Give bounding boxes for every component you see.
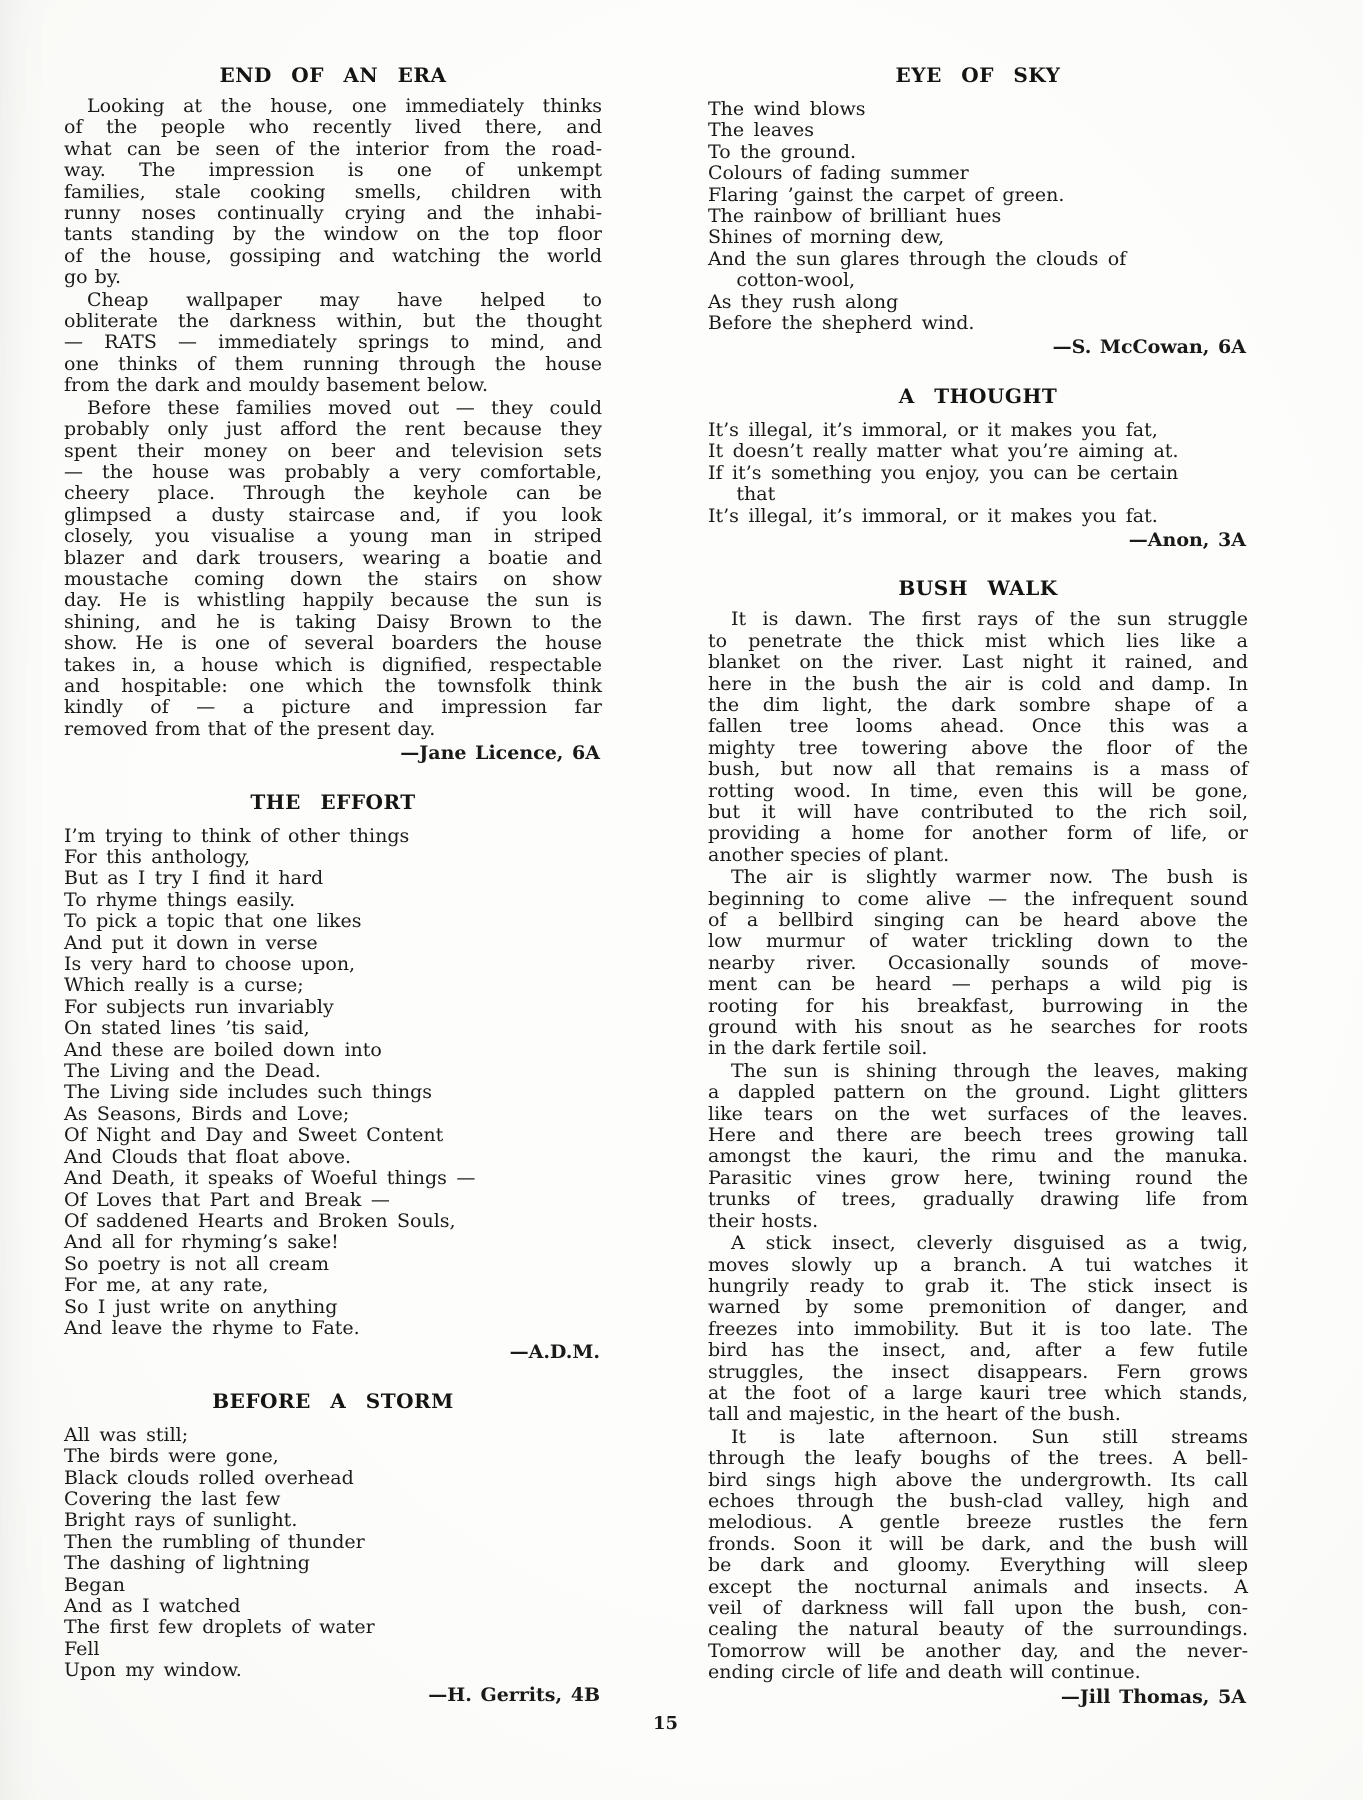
prose-line: of a bellbird singing can be heard above the [708,909,1248,931]
prose-line: tants standing by the window on the top floor [64,223,602,246]
prose-line: families, stale cooking smells, children with [64,180,602,203]
poem-line: To pick a topic that one likes [64,910,362,933]
prose-line: through the leafy boughs of the trees. A bell- [708,1447,1248,1470]
prose-line: Before these families moved out — they could [87,396,602,419]
prose-line: glimpsed a dusty staircase and, if you look [64,503,602,526]
prose-line: nearby river. Occasionally sounds of move- [708,951,1248,974]
prose-line: moustache coming down the stairs on show [64,567,602,590]
prose-line: freezes into immobility. But it is too late. The [708,1317,1248,1340]
prose-line: blanket on the river. Last night it rained, and [708,651,1248,674]
prose-line: blazer and dark trousers, wearing a boatie and [64,546,602,569]
poem-line: The Living side includes such things [64,1081,432,1104]
poem-line: The leaves [708,119,814,142]
prose-line: of the people who recently lived there, and [64,116,602,139]
poem-line: On stated lines ’tis said, [64,1017,310,1040]
poem-line: The rainbow of brilliant hues [708,205,1002,228]
stanza [64,826,602,1340]
poem-line: Bright rays of sunlight. [64,1509,298,1532]
poem-line: It’s illegal, it’s immoral, or it makes you fat, [708,418,1158,441]
poem-line: Black clouds rolled overhead [64,1466,354,1489]
poem-line: And put it down in verse [64,931,318,954]
prose-line: spent their money on beer and television sets [64,439,602,462]
prose-line: It is late afternoon. Sun still streams [731,1425,1248,1448]
paragraph [708,1427,1248,1684]
poem-line: Flaring ’gainst the carpet of green. [708,183,1065,206]
poem-line: Began [64,1573,125,1596]
section-title: THE EFFORT [250,789,416,814]
stanza [708,420,1248,527]
prose-line: trunks of trees, gradually drawing life from [708,1188,1248,1211]
prose-line: moves slowly up a branch. A tui watches it [708,1253,1248,1276]
poem-line: For subjects run invariably [64,995,334,1018]
section-title: BUSH WALK [898,576,1058,601]
prose-line: Looking at the house, one immediately thinks [87,95,602,117]
poem-line: It doesn’t really matter what you’re aiming at. [708,440,1179,463]
section-title: A THOUGHT [898,383,1058,408]
poem-line: Shines of morning dew, [708,226,945,249]
prose-line: ground with his snout as he searches for roots [708,1016,1248,1039]
page-number: 15 [652,1713,679,1734]
poem-line: The birds were gone, [64,1445,279,1468]
prose-line: shining, and he is taking Daisy Brown to the [64,610,602,633]
poem-line: So poetry is not all cream [64,1252,329,1275]
prose-line: one thinks of them running through the house [64,352,602,375]
poem-line: As they rush along [708,290,899,313]
prose-line: veil of darkness will fall upon the bush, con- [708,1597,1248,1619]
prose-line: kindly of — a picture and impression far [64,696,602,719]
poem-line: For this anthology, [64,846,251,868]
prose-line: cheery place. Through the keyhole can be [64,482,602,505]
prose-line: amongst the kauri, the rimu and the manuka. [708,1145,1248,1168]
poem-line: As Seasons, Birds and Love; [64,1102,350,1125]
prose-line: low murmur of water trickling down to the [708,930,1248,953]
poem-line: Before the shepherd wind. [708,312,975,335]
prose-line: tall and majestic, in the heart of the bush. [708,1403,1121,1426]
section-title: BEFORE A STORM [212,1388,454,1413]
poem-line: And these are boiled down into [64,1038,382,1061]
prose-line: Parasitic vines grow here, twining round the [708,1166,1248,1189]
prose-line: probably only just afford the rent because they [64,418,602,441]
poem-line: Then the rumbling of thunder [64,1530,365,1553]
prose-line: go by. [64,266,122,289]
section-bush-walk [708,577,1248,1708]
prose-line: except the nocturnal animals and insects. A [708,1575,1248,1598]
prose-line: to penetrate the thick mist which lies like a [708,629,1248,652]
prose-line: It is dawn. The first rays of the sun struggle [731,608,1248,631]
poem-line: Of Loves that Part and Break — [64,1188,390,1211]
section-title: END OF AN ERA [219,63,447,87]
prose-line: of the house, gossiping and watching the world [64,244,602,267]
poem-line: To the ground. [708,140,857,163]
poem-line: Covering the last few [64,1487,281,1510]
paragraph [708,1233,1248,1426]
section-before-a-storm [64,1390,602,1706]
poem-line: And the sun glares through the clouds of [708,247,1127,270]
poem-line: For me, at any rate, [64,1274,269,1297]
poem-line: And all for rhyming’s sake! [64,1231,339,1254]
prose-line: be dark and gloomy. Everything will sleep [708,1554,1248,1577]
prose-line: like tears on the wet surfaces of the leaves. [708,1102,1248,1125]
prose-line: rooting for his breakfast, burrowing in the [708,994,1248,1017]
prose-line: fronds. Soon it will be dark, and the bush will [708,1532,1248,1555]
poem-line: The first few droplets of water [64,1616,375,1639]
prose-line: A stick insect, cleverly disguised as a twig, [731,1232,1248,1255]
poem-line: that [708,483,776,506]
prose-line: The sun is shining through the leaves, making [731,1059,1248,1082]
poem-line: Upon my window. [64,1659,242,1682]
prose-line: their hosts. [708,1209,819,1232]
prose-line: beginning to come alive — the infrequent sound [708,887,1248,910]
author-byline: —Anon, 3A [1128,528,1246,551]
prose-line: Tomorrow will be another day, and the never- [708,1639,1248,1662]
poem-line: And as I watched [64,1595,241,1617]
poem-line: cotton-wool, [708,269,856,292]
poem-line: Which really is a curse; [64,974,304,997]
poem-line: Fell [64,1637,100,1660]
prose-line: — RATS — immediately springs to mind, and [64,331,602,354]
poem-line: And Death, it speaks of Woeful things — [64,1167,476,1190]
prose-line: mighty tree towering above the floor of the [708,736,1248,759]
poem-line: I’m trying to think of other things [64,824,410,847]
poem-line: Of Night and Day and Sweet Content [64,1124,444,1147]
prose-line: cealing the natural beauty of the surroundings. [708,1618,1248,1641]
paragraph [64,398,602,741]
prose-line: — the house was probably a very comfortable, [64,460,602,483]
paragraph [708,1061,1248,1232]
poem-line: But as I try I find it hard [64,867,324,890]
prose-line: ending circle of life and death will continue. [708,1661,1141,1684]
poem-line: The Living and the Dead. [64,1060,321,1083]
prose-line: in the dark fertile soil. [708,1037,928,1060]
column-right [708,64,1248,1708]
prose-line: but it will have contributed to the rich soil, [708,800,1248,823]
prose-line: takes in, a house which is dignified, respectable [64,653,602,676]
poem-line: And Clouds that float above. [64,1145,352,1168]
poem-line: If it’s something you enjoy, you can be certain [708,461,1179,484]
poem-line: To rhyme things easily. [64,888,296,911]
prose-line: fallen tree looms ahead. Once this was a [708,715,1248,738]
stanza [708,99,1248,334]
prose-line: here in the bush the air is cold and damp. In [708,672,1248,695]
section-eye-of-sky [708,64,1248,359]
author-byline: —A.D.M. [509,1341,600,1364]
prose-line: closely, you visualise a young man in striped [64,525,602,548]
prose-line: what can be seen of the interior from the road- [64,137,602,160]
poem-line: The dashing of lightning [64,1552,310,1575]
paragraph [708,867,1248,1060]
prose-line: Cheap wallpaper may have helped to [87,288,602,311]
prose-line: and hospitable: one which the townsfolk think [64,674,602,697]
prose-line: another species of plant. [708,843,950,866]
prose-line: a dappled pattern on the ground. Light glitters [708,1081,1248,1104]
prose-line: runny noses continually crying and the inhabi- [64,202,602,225]
prose-line: rotting wood. In time, even this will be gone, [708,779,1248,802]
author-byline: —Jane Licence, 6A [400,742,600,765]
poem-line: Of saddened Hearts and Broken Souls, [64,1209,456,1232]
prose-line: day. He is whistling happily because the sun is [64,589,602,612]
author-byline: —H. Gerrits, 4B [428,1683,600,1706]
column-left [64,64,602,1706]
prose-line: show. He is one of several boarders the house [64,632,602,655]
prose-line: removed from that of the present day. [64,717,436,740]
section-the-effort [64,791,602,1364]
poem-line: Is very hard to choose upon, [64,953,356,976]
poem-line: The wind blows [708,98,866,120]
prose-line: bush, but now all that remains is a mass of [708,758,1248,781]
paragraph [708,609,1248,866]
prose-line: Here and there are beech trees growing tall [708,1124,1248,1147]
prose-line: melodious. A gentle breeze rustles the fern [708,1511,1248,1534]
poem-line: So I just write on anything [64,1295,338,1318]
paragraph [64,96,602,289]
author-byline: —Jill Thomas, 5A [1060,1685,1246,1708]
prose-line: bird sings high above the undergrowth. Its call [708,1468,1248,1491]
prose-line: bird has the insect, and, after a few futile [708,1339,1248,1362]
prose-line: hungrily ready to grab it. The stick insect is [708,1274,1248,1297]
prose-line: from the dark and mouldy basement below. [64,374,488,397]
section-a-thought [708,385,1248,551]
poem-line: Colours of fading summer [708,162,969,185]
prose-line: ment can be heard — perhaps a wild pig is [708,973,1248,996]
section-end-of-an-era [64,64,602,765]
prose-line: The air is slightly warmer now. The bush is [731,866,1248,889]
prose-line: echoes through the bush-clad valley, high and [708,1489,1248,1512]
prose-line: providing a home for another form of life, or [708,822,1248,845]
prose-line: way. The impression is one of unkempt [64,159,602,182]
prose-line: at the foot of a large kauri tree which stands, [708,1381,1248,1404]
poem-line: All was still; [64,1423,189,1446]
paragraph [64,290,602,397]
author-byline: —S. McCowan, 6A [1052,336,1246,359]
prose-line: obliterate the darkness within, but the thought [64,310,602,333]
prose-line: the dim light, the dark sombre shape of a [708,693,1248,716]
prose-line: warned by some premonition of danger, and [708,1296,1248,1319]
poem-line: It’s illegal, it’s immoral, or it makes you fat. [708,504,1158,527]
poem-line: And leave the rhyme to Fate. [64,1316,360,1339]
stanza [64,1425,602,1682]
prose-line: struggles, the insect disappears. Fern grows [708,1360,1248,1383]
section-title: EYE OF SKY [895,63,1061,87]
